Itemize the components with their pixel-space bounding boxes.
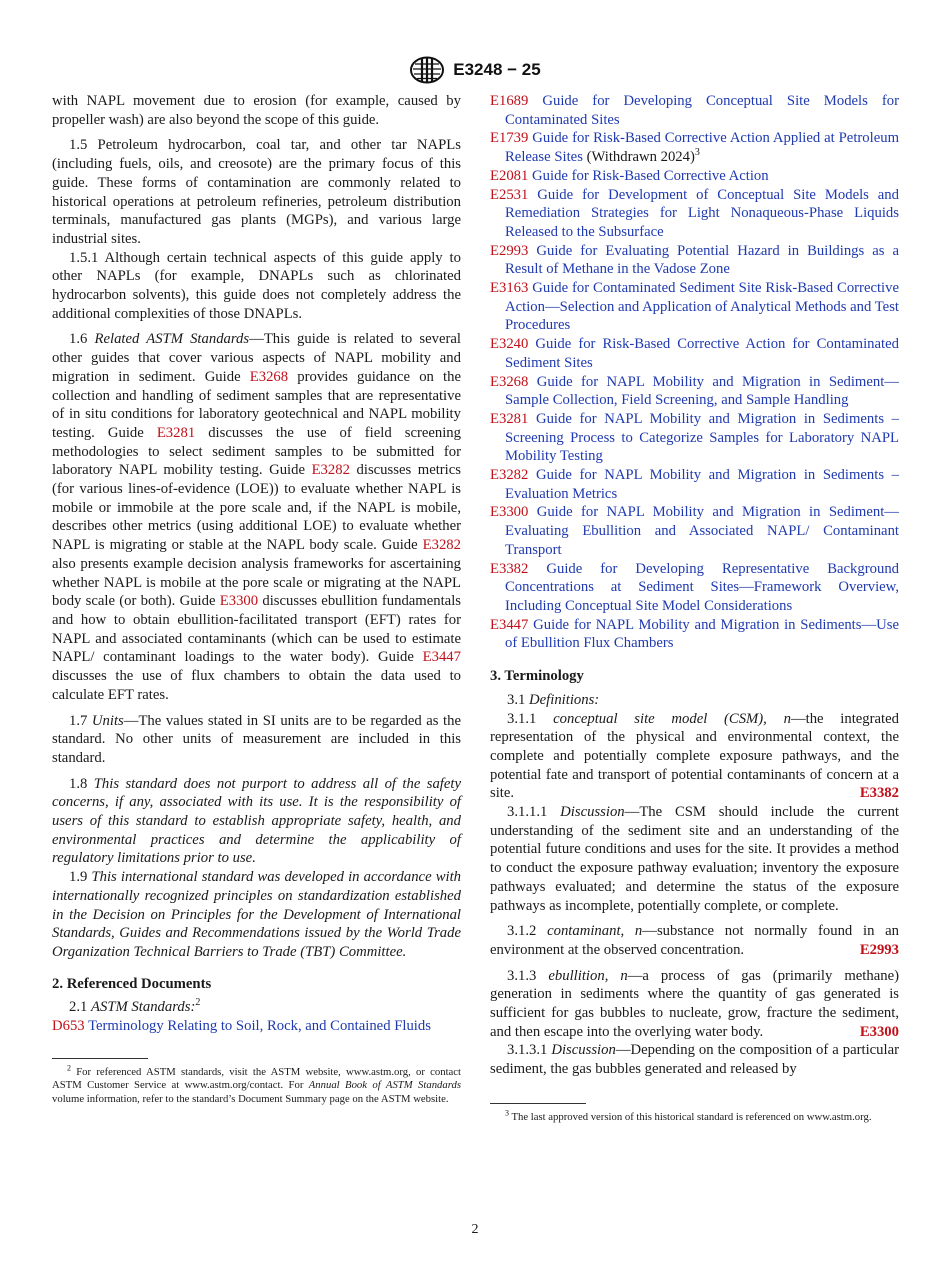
reference-code[interactable]: E1739: [490, 130, 529, 147]
reference-code[interactable]: E2081: [490, 167, 529, 184]
reference-e3268[interactable]: [490, 373, 899, 410]
paragraph-continuation: with NAPL movement due to erosion (for example, caused by propeller wash) are also beyond the scope of this guide.: [52, 93, 461, 128]
standard-designation: E3248 − 25: [453, 60, 541, 79]
footnote-marker: 3: [694, 147, 700, 159]
reference-title[interactable]: Guide for NAPL Mobility and Migration in Sediments—Use of Ebullition Flux Chambers: [505, 616, 900, 652]
reference-e3281[interactable]: [490, 410, 899, 466]
section-1-6: 1.6 Related ASTM Standards—This guide is related to several other guides that cover various aspects of NAPL mobility and migration in sediment. Guide E3268 provides guidance on the collection and handling of sediment samples that are representative of in situ conditions for laboratory geotechnical and NAPL mobility testing. Guide E3281 discusses the use of field screening methodologies to select sediment samples to be submitted for laboratory NAPL mobility testing. Guide E3282 discusses metrics (for various lines-of-evidence (LOE)) to evaluate whether NAPL is mobile or immobile at the pore scale and, if the NAPL is mobile, describes other metrics (using additional LOE) to evaluate whether NAPL is migrating or stable at the NAPL body scale. Guide E3282 also presents example decision analysis frameworks for ascertaining whether NAPL is mobile at the pore scale or migrating at the NAPL body scale (or both). Guide E3300 discusses ebullition fundamentals and how to obtain ebullition-facilitated transport (EFT) rates for NAPL and associated contaminants (which can be used to estimate NAPL/ contaminant loadings to the water body). Guide E3447 discusses the use of flux chambers to obtain the data used to calculate EFT rates.: [52, 331, 462, 703]
section-3-1-1-1: 3.1.1.1 Discussion—The CSM should include the current understanding of the sediment site and an understanding of the potential future conditions and uses for the site. It provides a method to conduct the exposure pathway evaluation; inventory the exposure pathways evaluated; and determine the status of the exposure pathways as incomplete, potentially complete, or complete.: [490, 804, 900, 914]
footnote-divider: [52, 1058, 148, 1059]
reference-e2993[interactable]: [490, 242, 899, 279]
reference-title[interactable]: Guide for Developing Representative Background Concentrations at Sediment Sites—Framework Overview, Including Conceptual Site Model Considerations: [505, 560, 900, 614]
reference-d653[interactable]: D653 Terminology Relating to Soil, Rock, and Contained Fluids: [52, 1018, 431, 1035]
ref-link-e3447[interactable]: E3447: [422, 649, 461, 666]
section-3-1: 3.1 Definitions:: [507, 691, 600, 708]
ref-link-e3281[interactable]: E3281: [156, 424, 196, 441]
reference-title[interactable]: Guide for Risk-Based Corrective Action Applied at Petroleum Release Sites: [505, 130, 900, 166]
right-column: [490, 92, 899, 1124]
reference-e3447[interactable]: [490, 616, 899, 653]
footnote-3: $^3$ The last approved version of this historical standard is referenced on www.astm.org.: [505, 1108, 872, 1123]
reference-e3240[interactable]: [490, 335, 899, 372]
ref-link-e3282-2[interactable]: E3282: [422, 537, 461, 554]
reference-title[interactable]: Guide for Developing Conceptual Site Models for Contaminated Sites: [505, 93, 899, 128]
reference-e3282[interactable]: [490, 466, 899, 503]
page-header: [0, 56, 950, 84]
reference-title[interactable]: Guide for Contaminated Sediment Site Risk-Based Corrective Action—Selection and Application of Analytical Methods and Test Procedures: [505, 280, 900, 334]
reference-code[interactable]: E2531: [490, 186, 529, 203]
reference-code[interactable]: E2993: [490, 242, 529, 259]
astm-logo-icon: [409, 56, 445, 84]
ref-link-e3282[interactable]: E3282: [311, 462, 350, 479]
reference-title[interactable]: Guide for NAPL Mobility and Migration in Sediment— Evaluating Ebullition and Associated NAPL/ Contaminant Transport: [505, 504, 899, 558]
reference-title[interactable]: Guide for NAPL Mobility and Migration in Sediment—Sample Collection, Field Screening, and Sample Handling: [505, 373, 899, 409]
section-3-1-3-1: 3.1.3.1 Discussion—Depending on the composition of a particular sediment, the gas bubbles generated and released by: [490, 1042, 900, 1078]
source-e2993[interactable]: E2993: [859, 941, 899, 958]
reference-e3300[interactable]: [490, 503, 899, 559]
section-3-1-2: 3.1.2 contaminant, n—substance not normally found in an environment at the observed concentration. E2993: [490, 923, 899, 958]
section-2-heading: 2. Referenced Documents: [52, 975, 212, 992]
reference-title[interactable]: Guide for Evaluating Potential Hazard in Buildings as a Result of Methane in the Vadose Zone: [505, 242, 899, 278]
reference-code[interactable]: E3282: [490, 467, 529, 484]
reference-code[interactable]: E3268: [490, 373, 529, 390]
section-1-8: 1.8 This standard does not purport to address all of the safety concerns, if any, associated with its use. It is the responsibility of users of this standard to establish appropriate safety, health, and environmental practices and determine the applicability of regulatory limitations prior to use.: [52, 775, 462, 867]
reference-code[interactable]: E3163: [490, 280, 529, 297]
reference-code[interactable]: E3382: [490, 560, 529, 577]
section-3-heading: 3. Terminology: [490, 668, 584, 685]
reference-e3163[interactable]: [490, 279, 899, 335]
section-1-5: 1.5 Petroleum hydrocarbon, coal tar, and other tar NAPLs (including fuels, oils, and creosote) are the primary focus of this guide. These forms of contamination are commonly related to historical operations at petroleum refineries, petroleum distribution terminals, manufactured gas plants (MGPs), and various large industrial sites.: [52, 137, 461, 247]
reference-title[interactable]: Guide for Risk-Based Corrective Action for Contaminated Sediment Sites: [505, 336, 899, 371]
source-e3300[interactable]: E3300: [859, 1023, 899, 1040]
reference-code[interactable]: E1689: [490, 93, 529, 109]
section-1-9: 1.9 This international standard was developed in accordance with internationally recognized principles on standardization established in the Decision on Principles for the Development of International Standards, Guides and Recommendations issued by the World Trade Organization Technical Barriers to Trade (TBT) Committee.: [52, 869, 461, 960]
source-e3382[interactable]: E3382: [859, 785, 899, 802]
reference-code[interactable]: E3300: [490, 504, 529, 521]
page-number: 2: [471, 1222, 479, 1237]
section-1-7: 1.7 Units—The values stated in SI units are to be regarded as the standard. No other units of measurement are included in this standard.: [52, 712, 461, 766]
reference-title[interactable]: Guide for NAPL Mobility and Migration in Sediments – Screening Process to Categorize Samples for Laboratory NAPL Mobility Testing: [505, 410, 899, 465]
reference-title[interactable]: Guide for Development of Conceptual Site Models and Remediation Strategies for Light Nonaqueous-Phase Liquids Released to the Subsurface: [505, 186, 899, 240]
reference-e2081[interactable]: [490, 167, 899, 186]
reference-e2531[interactable]: [490, 186, 899, 242]
withdrawn-note: (Withdrawn 2024): [582, 149, 695, 166]
section-1-5-1: 1.5.1 Although certain technical aspects of this guide apply to other NAPLs (for example, DNAPLs such as chlorinated hydrocarbon solvents), this guide does not completely address the additional complexities of those DNAPLs.: [52, 249, 461, 322]
section-3-1-3: 3.1.3 ebullition, n—a process of gas (primarily methane) generation in sediments where the quantity of gas generated is sufficient for gas bubbles to nucleate, grow, fracture the sediment, and then escape into the overlying water body. E3300: [490, 967, 899, 1040]
ref-link-e3300[interactable]: E3300: [219, 593, 259, 610]
reference-e1689[interactable]: [490, 92, 899, 129]
reference-title[interactable]: Guide for Risk-Based Corrective Action: [532, 167, 769, 184]
reference-title[interactable]: Guide for NAPL Mobility and Migration in Sediments – Evaluation Metrics: [505, 467, 899, 502]
reference-code[interactable]: E3447: [490, 616, 529, 633]
section-3-1-1: 3.1.1 conceptual site model (CSM), n—the integrated representation of the physical and environmental context, the complete and potentially complete exposure pathways, and the potential fate and transport of potential contaminants of concern at a site. E3382: [490, 710, 900, 802]
ref-link-e3268[interactable]: E3268: [249, 368, 289, 385]
section-2-1: 2.1 ASTM Standards:$^2$: [69, 997, 201, 1016]
reference-code[interactable]: E3281: [490, 410, 529, 427]
footnote-divider-right: [490, 1103, 586, 1104]
reference-e3382[interactable]: [490, 560, 899, 616]
reference-code[interactable]: E3240: [490, 336, 529, 353]
reference-list: [490, 92, 899, 653]
footnote-2: $^2$ For referenced ASTM standards, visit the ASTM website, www.astm.org, or contact ASTM Customer Service at www.astm.org/contact. For Annual Book of ASTM Standards volume information, refer to the standard’s Document Summary page on the ASTM website.: [52, 1063, 461, 1105]
left-column: [52, 92, 461, 1106]
reference-e1739[interactable]: [490, 129, 899, 166]
